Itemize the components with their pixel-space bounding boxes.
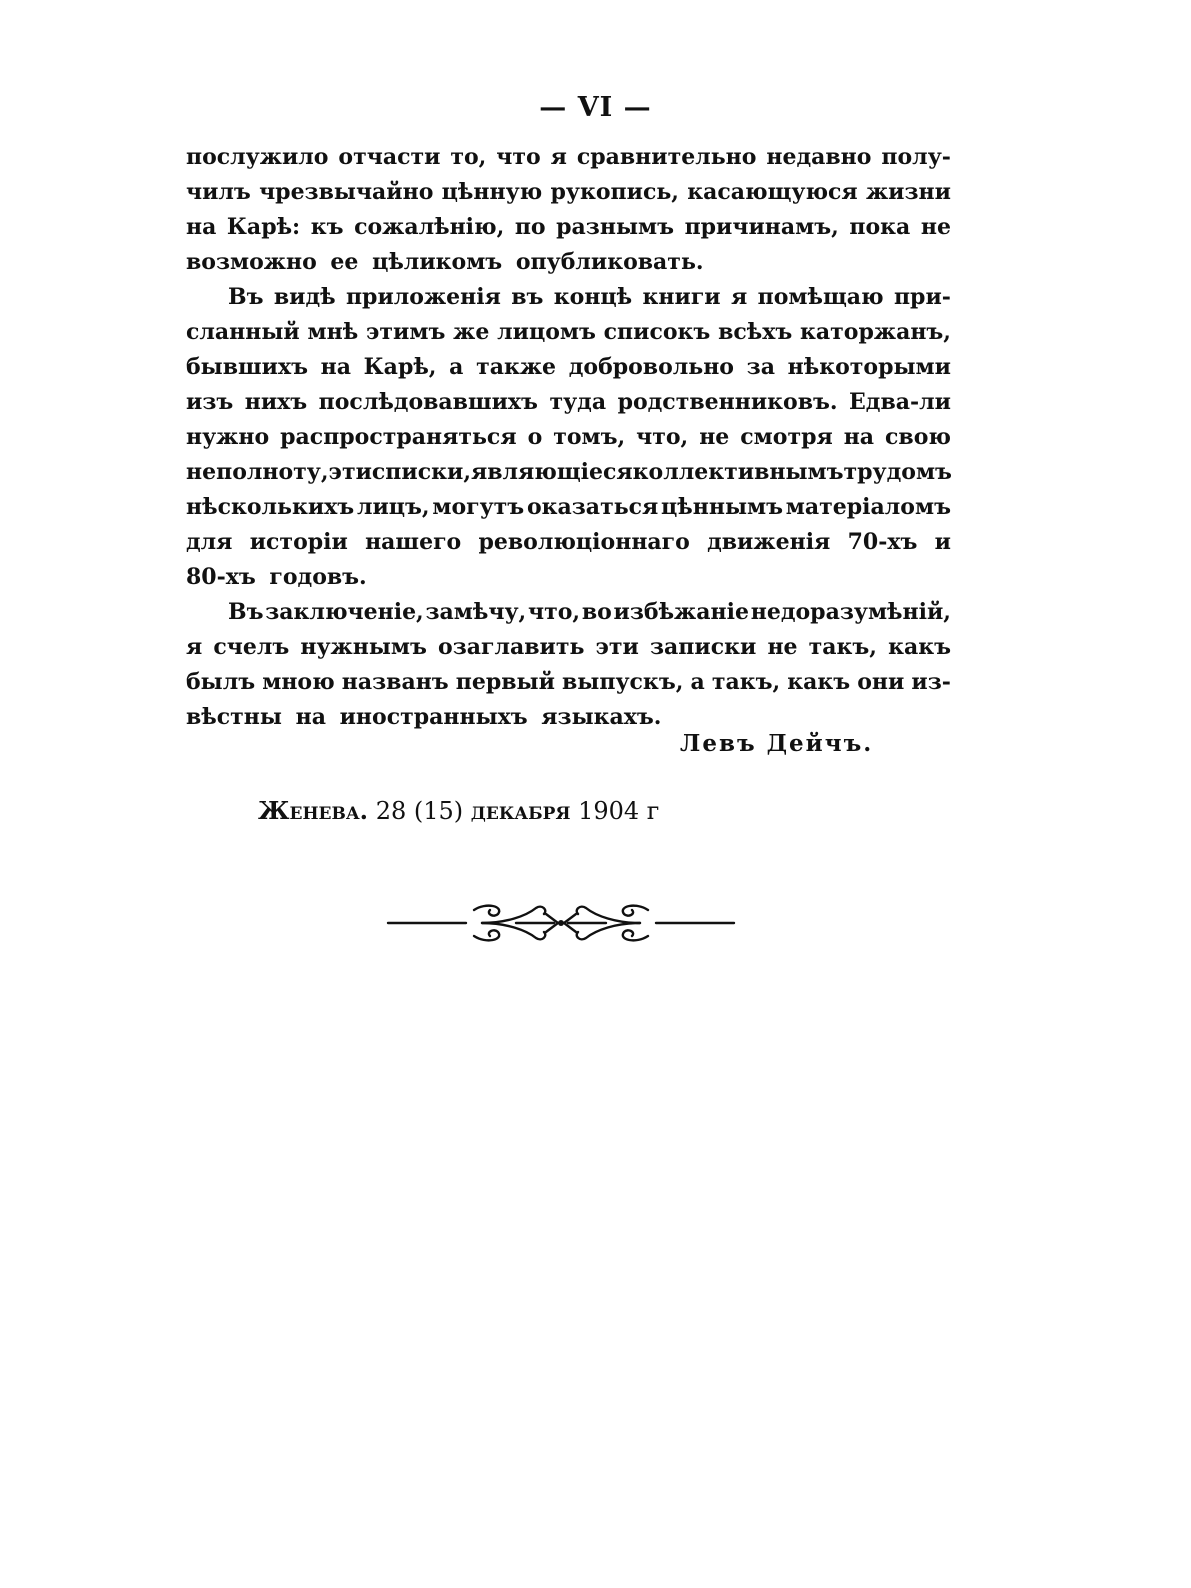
word: матеріаломъ bbox=[785, 494, 951, 520]
text-line bbox=[186, 490, 951, 525]
word: что, bbox=[527, 599, 581, 625]
word: отчасти bbox=[338, 144, 441, 170]
word: бывшихъ bbox=[186, 354, 308, 380]
text-line bbox=[186, 140, 951, 175]
word: въ bbox=[511, 284, 544, 310]
text-line bbox=[186, 175, 951, 210]
word: сланный bbox=[186, 319, 300, 345]
word: на bbox=[843, 424, 875, 450]
word: же bbox=[453, 319, 490, 345]
word: и bbox=[934, 529, 951, 555]
word: смотря bbox=[740, 424, 833, 450]
word: приложенія bbox=[345, 284, 501, 310]
word: помѣщаю bbox=[757, 284, 884, 310]
word: не bbox=[699, 424, 730, 450]
dateline-date: 28 (15) bbox=[375, 797, 464, 825]
word: а bbox=[690, 669, 705, 695]
word: такъ, bbox=[808, 634, 877, 660]
word: нужно bbox=[186, 424, 270, 450]
word: такъ, bbox=[711, 669, 781, 695]
word: что bbox=[496, 144, 541, 170]
word: причинамъ, bbox=[684, 214, 839, 240]
word: списки, bbox=[371, 459, 471, 485]
word: счелъ bbox=[213, 634, 290, 660]
word: заключеніе, bbox=[265, 599, 424, 625]
word: жизни bbox=[865, 179, 951, 205]
word: Едва-ли bbox=[849, 389, 951, 415]
body-text bbox=[186, 140, 951, 735]
word: являющіеся bbox=[470, 459, 633, 485]
word: Въ bbox=[228, 284, 264, 310]
text-line bbox=[186, 665, 951, 700]
word: добровольно bbox=[568, 354, 734, 380]
word: полу- bbox=[881, 144, 951, 170]
dateline-place: Женева. bbox=[258, 796, 369, 825]
word: книги bbox=[642, 284, 721, 310]
paragraph bbox=[186, 595, 951, 735]
word: цѣнную bbox=[441, 179, 543, 205]
word: 70-хъ bbox=[847, 529, 918, 555]
word: эти bbox=[595, 634, 639, 660]
word: могутъ bbox=[432, 494, 525, 520]
dateline-year: 1904 г bbox=[578, 797, 660, 825]
word: движенія bbox=[707, 529, 831, 555]
word: нашего bbox=[365, 529, 462, 555]
word: списокъ bbox=[603, 319, 711, 345]
word: я bbox=[186, 634, 203, 660]
word: чрезвычайно bbox=[259, 179, 434, 205]
word: рукопись, bbox=[550, 179, 679, 205]
text-line bbox=[186, 420, 951, 455]
word: разнымъ bbox=[556, 214, 674, 240]
word: касающуюся bbox=[687, 179, 858, 205]
word: распространяться bbox=[280, 424, 517, 450]
word: на bbox=[186, 214, 217, 240]
word: Карѣ, bbox=[363, 354, 437, 380]
word: послужило bbox=[186, 144, 329, 170]
word: нихъ bbox=[244, 389, 308, 415]
word: 80-хъ годовъ. bbox=[186, 564, 367, 590]
word: какъ bbox=[787, 669, 851, 695]
word: сравнительно bbox=[576, 144, 757, 170]
word: за bbox=[746, 354, 775, 380]
word: туда bbox=[549, 389, 607, 415]
text-line bbox=[186, 280, 951, 315]
word: коллективнымъ bbox=[632, 459, 844, 485]
word: видѣ bbox=[273, 284, 336, 310]
word: Въ bbox=[228, 599, 264, 625]
word: эти bbox=[328, 459, 372, 485]
word: оказаться bbox=[526, 494, 659, 520]
word: свою bbox=[885, 424, 951, 450]
word: что, bbox=[636, 424, 689, 450]
word: нѣкоторыми bbox=[787, 354, 951, 380]
word: я bbox=[730, 284, 748, 310]
page-number: — VI — bbox=[539, 92, 652, 123]
word: Карѣ: bbox=[226, 214, 301, 240]
word: первый bbox=[455, 669, 555, 695]
word: революціоннаго bbox=[478, 529, 690, 555]
text-line bbox=[186, 245, 951, 280]
signature: Левъ Дейчъ. bbox=[680, 730, 874, 757]
word: сожалѣнію, bbox=[354, 214, 505, 240]
scroll-flourish-icon bbox=[386, 896, 736, 952]
word: родственниковъ. bbox=[617, 389, 838, 415]
word: по bbox=[514, 214, 546, 240]
word: неполноту, bbox=[186, 459, 329, 485]
word: недоразумѣній, bbox=[750, 599, 951, 625]
text-line bbox=[186, 630, 951, 665]
word: недавно bbox=[766, 144, 872, 170]
text-line bbox=[186, 455, 951, 490]
word: выпускъ, bbox=[562, 669, 684, 695]
word: а bbox=[449, 354, 464, 380]
word: записки bbox=[650, 634, 757, 660]
word: для bbox=[186, 529, 233, 555]
text-line bbox=[186, 385, 951, 420]
word: не bbox=[920, 214, 951, 240]
word: трудомъ bbox=[843, 459, 952, 485]
dateline bbox=[258, 796, 659, 825]
dateline-month: декабря bbox=[470, 796, 571, 825]
word: также bbox=[476, 354, 557, 380]
word: я bbox=[550, 144, 567, 170]
word: замѣчу, bbox=[425, 599, 527, 625]
word: возможно ее цѣликомъ опубликовать. bbox=[186, 249, 704, 275]
word: каторжанъ, bbox=[800, 319, 951, 345]
word: нужнымъ bbox=[300, 634, 427, 660]
word: они bbox=[857, 669, 905, 695]
word: на bbox=[320, 354, 351, 380]
text-line bbox=[186, 595, 951, 630]
word: чилъ bbox=[186, 179, 251, 205]
text-line bbox=[186, 525, 951, 560]
word: не bbox=[767, 634, 798, 660]
word: цѣннымъ bbox=[661, 494, 784, 520]
word: пока bbox=[849, 214, 911, 240]
word: озаглавить bbox=[438, 634, 585, 660]
word: из- bbox=[911, 669, 951, 695]
paragraph bbox=[186, 280, 951, 595]
word: исторіи bbox=[249, 529, 348, 555]
text-line bbox=[186, 315, 951, 350]
word: лицъ, bbox=[356, 494, 430, 520]
text-line bbox=[186, 560, 951, 595]
word: изъ bbox=[186, 389, 234, 415]
word: всѣхъ bbox=[718, 319, 793, 345]
word: мнѣ bbox=[307, 319, 359, 345]
word: о bbox=[527, 424, 543, 450]
word: избѣжаніе bbox=[613, 599, 749, 625]
word: мною bbox=[262, 669, 335, 695]
word: лицомъ bbox=[497, 319, 596, 345]
text-line bbox=[186, 210, 951, 245]
word: послѣдовавшихъ bbox=[318, 389, 538, 415]
text-line bbox=[186, 350, 951, 385]
word: во bbox=[581, 599, 612, 625]
word: къ bbox=[310, 214, 344, 240]
word: нѣсколькихъ bbox=[186, 494, 355, 520]
word: названъ bbox=[341, 669, 449, 695]
word: вѣстны на иностранныхъ языкахъ. bbox=[186, 704, 662, 730]
word: при- bbox=[893, 284, 951, 310]
word: концѣ bbox=[553, 284, 633, 310]
word: былъ bbox=[186, 669, 256, 695]
word: этимъ bbox=[366, 319, 446, 345]
word: какъ bbox=[888, 634, 951, 660]
word: томъ, bbox=[553, 424, 626, 450]
paragraph bbox=[186, 140, 951, 280]
word: то, bbox=[450, 144, 487, 170]
